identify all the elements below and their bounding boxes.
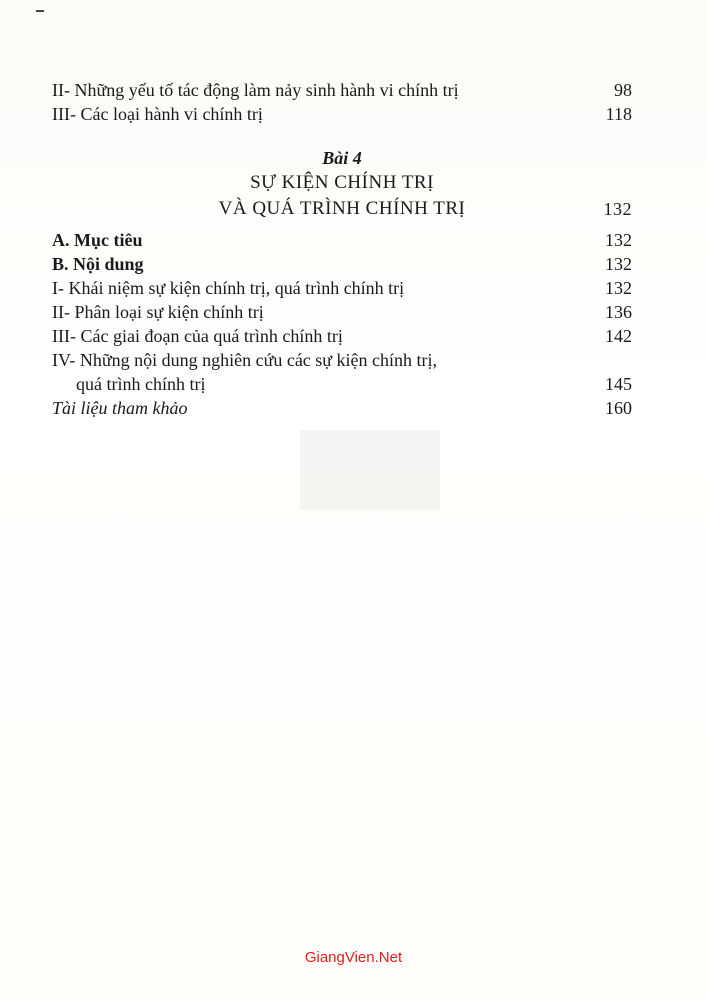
chapter-title-text: VÀ QUÁ TRÌNH CHÍNH TRỊ — [218, 198, 466, 219]
toc-entry-label: II- Những yếu tố tác động làm nảy sinh hành vi chính trị — [52, 80, 459, 100]
scan-mark — [36, 10, 44, 12]
toc-entry-page: 98 — [614, 80, 632, 100]
toc-entry-label: II- Phân loại sự kiện chính trị — [52, 302, 264, 322]
chapter-label: Bài 4 — [322, 148, 362, 168]
toc-entry[interactable] — [52, 300, 632, 324]
toc-entry-page: 136 — [605, 302, 632, 322]
toc-entry-page: 118 — [605, 104, 632, 124]
toc-entry[interactable] — [52, 396, 632, 420]
toc-entry[interactable] — [52, 252, 632, 276]
toc-entry-label: IV- Những nội dung nghiên cứu các sự kiện chính trị, — [52, 350, 438, 370]
chapter-page: 132 — [603, 199, 632, 219]
toc-entry[interactable] — [52, 348, 632, 372]
toc-entry[interactable] — [52, 78, 632, 102]
toc-entry-label: III- Các loại hành vi chính trị — [52, 104, 263, 124]
toc-entry[interactable] — [52, 228, 632, 252]
toc-entry[interactable] — [52, 372, 632, 396]
toc-entry-page: 132 — [605, 254, 632, 274]
toc-entry-label: A. Mục tiêu — [52, 230, 143, 250]
toc-entry-label: B. Nội dung — [52, 254, 144, 274]
table-of-contents — [52, 78, 632, 420]
toc-entry-page: 145 — [605, 374, 632, 394]
watermark-text: GiangVien.Net — [304, 949, 403, 966]
chapter-title-line2[interactable] — [52, 196, 632, 222]
toc-entry-label: I- Khái niệm sự kiện chính trị, quá trình chính trị — [52, 278, 405, 298]
toc-entry[interactable] — [52, 102, 632, 126]
toc-entry-page: 132 — [605, 230, 632, 250]
toc-entry-label: III- Các giai đoạn của quá trình chính trị — [52, 326, 343, 346]
chapter-title-line1: SỰ KIỆN CHÍNH TRỊ — [250, 172, 434, 193]
toc-entry-page: 142 — [605, 326, 632, 346]
toc-entry-page: 132 — [605, 278, 632, 298]
toc-entry-label: quá trình chính trị — [76, 374, 206, 394]
bleed-through — [300, 430, 440, 510]
toc-entry[interactable] — [52, 324, 632, 348]
toc-entry[interactable] — [52, 276, 632, 300]
toc-entry-page: 160 — [605, 398, 632, 418]
toc-entry-label: Tài liệu tham khảo — [52, 398, 188, 418]
